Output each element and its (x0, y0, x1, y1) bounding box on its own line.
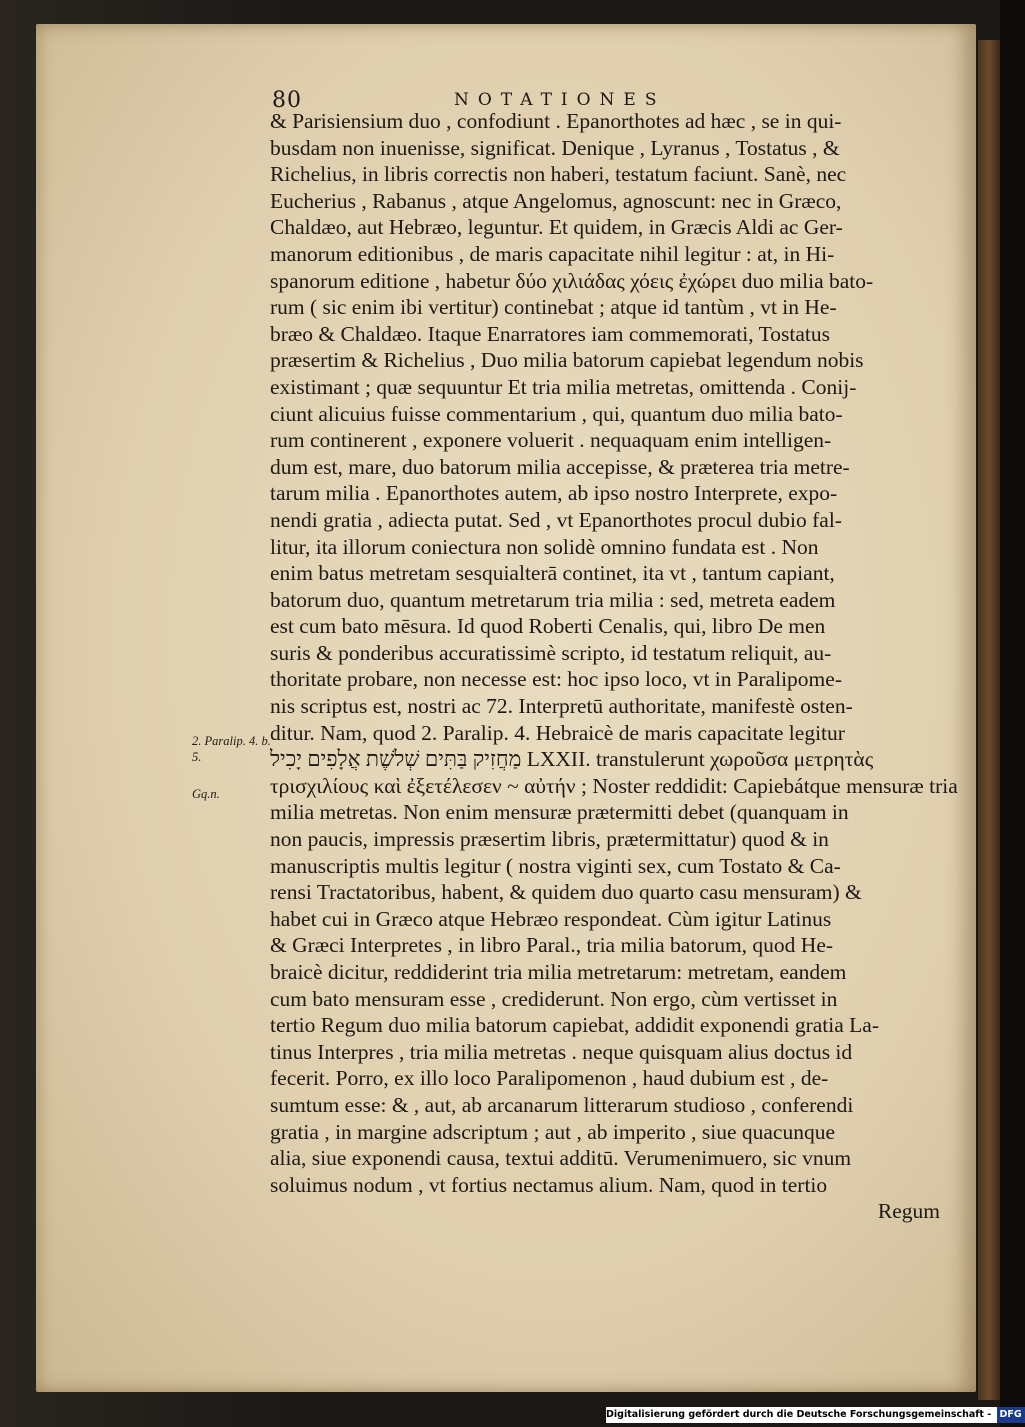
text-line: tertio Regum duo milia batorum capiebat, addidit exponendi gratia La- (270, 1013, 879, 1038)
catchword: Regum (877, 1199, 940, 1224)
text-line: enim batus metretam sesquialterā continet, ita vt , tantum capiant, (270, 561, 835, 586)
text-line: Richelius, in libris correctis non haberi, testatum faciunt. Sanè, nec (270, 162, 847, 187)
footer-text: Digitalisierung gefördert durch die Deutsche Forschungsgemeinschaft - (606, 1409, 992, 1420)
text-line: præsertim & Richelius , Duo milia batorum capiebat legendum nobis (270, 348, 864, 373)
text-line: braicè dicitur, reddiderint tria milia metretarum: metretam, eandem (270, 960, 847, 984)
text-line: rum ( sic enim ibi vertitur) continebat ; atque id tantùm , vt in He- (270, 295, 837, 320)
text-line: manuscriptis multis legitur ( nostra viginti sex, cum Tostato & Ca- (270, 853, 841, 878)
text-line: litur, ita illorum coniectura non solidè omnino fundata est . Non (270, 534, 819, 559)
text-line: cum bato mensuram esse , crediderunt. Non ergo, cùm vertisset in (270, 986, 838, 1011)
text-line: rensi Tractatoribus, habent, & quidem duo quarto casu mensuram) & (270, 880, 862, 905)
text-line: & Parisiensium duo , confodiunt . Epanorthotes ad hæc , se in qui- (270, 109, 842, 133)
text-line: non paucis, impressis præsertim libris, prætermittatur) quod & in (270, 827, 829, 852)
text-line: est cum bato mēsura. Id quod Roberti Cenalis, qui, libro De men (270, 614, 826, 639)
book-spine (978, 40, 1000, 1400)
text-line: & Græci Interpretes , in libro Paral., tria milia batorum, quod He- (270, 933, 834, 958)
text-line: dum est, mare, duo batorum milia accepisse, & præterea tria metre- (270, 454, 850, 479)
dfg-logo: DFG (997, 1407, 1025, 1423)
marginal-reference: Gq.n. (192, 787, 220, 801)
text-line: thoritate probare, non necesse est: hoc ipso loco, vt in Paralipome- (270, 667, 842, 692)
text-line: rum continerent , exponere voluerit . nequaquam enim intelligen- (270, 428, 832, 453)
text-line: suris & ponderibus accuratissimè scripto, id testatum reliquit, au- (270, 640, 832, 665)
body-text (270, 108, 958, 1225)
text-line: gratia , in margine adscriptum ; aut , ab imperito , siue quacunque (270, 1119, 836, 1144)
text-line: bræo & Chaldæo. Itaque Enarratores iam commemorati, Tostatus (270, 321, 830, 346)
text-line: Eucherius , Rabanus , atque Angelomus, agnoscunt: nec in Græco, (270, 188, 842, 213)
text-line: spanorum editione , habetur δύο χιλιάδας χόεις ἐχώρει duo milia bato- (270, 268, 874, 293)
text-line: מַחֲזִיק בַּתִּים שְׁלֹשֶׁת אֲלָפִים יָכִיל LXXII. transtulerunt χωροῦσα μετρητὰς (270, 747, 874, 772)
text-line: habet cui in Græco atque Hebræo respondeat. Cùm igitur Latinus (270, 906, 832, 931)
marginal-reference: 2. Paralip. 4. b. 5. (192, 734, 271, 764)
text-line: busdam non inuenisse, significat. Denique , Lyranus , Tostatus , & (270, 135, 840, 160)
text-line: batorum duo, quantum metretarum tria milia : sed, metreta eadem (270, 587, 836, 612)
text-line: ciunt alicuius fuisse commentarium , qui, quantum duo milia bato- (270, 401, 843, 426)
text-line: existimant ; quæ sequuntur Et tria milia metretas, omittenda . Conij- (270, 374, 857, 399)
text-line: ditur. Nam, quod 2. Paralip. 4. Hebraicè de maris capacitate legitur (270, 720, 845, 745)
text-line: alia, siue exponendi causa, textui additū. Verumenimuero, sic vnum (270, 1146, 852, 1171)
text-line: soluimus nodum , vt fortius nectamus alium. Nam, quod in tertio (270, 1172, 828, 1197)
text-line: nendi gratia , adiecta putat. Sed , vt Epanorthotes procul dubio fal- (270, 507, 842, 532)
text-line: τρισχιλίους καὶ ἐξετέλεσεν ~ αὐτήν ; Noster reddidit: Capiebátque mensuræ tria (270, 773, 958, 798)
text-line: nis scriptus est, nostri ac 72. Interpretū authoritate, manifestè osten- (270, 694, 853, 719)
text-line: fecerit. Porro, ex illo loco Paralipomenon , haud dubium est , de- (270, 1066, 829, 1091)
text-line: Chaldæo, aut Hebræo, leguntur. Et quidem, in Græcis Aldi ac Ger- (270, 215, 843, 240)
page-number: 80 (272, 88, 302, 113)
digitization-footer (606, 1407, 1022, 1423)
text-line: tinus Interpres , tria milia metretas . neque quisquam alius doctus id (270, 1039, 853, 1064)
text-line: sumtum esse: & , aut, ab arcanarum litterarum studioso , conferendi (270, 1092, 854, 1117)
text-line: tarum milia . Epanorthotes autem, ab ipso nostro Interprete, expo- (270, 481, 838, 506)
text-line: milia metretas. Non enim mensuræ prætermitti debet (quanquam in (270, 800, 849, 825)
running-head: NOTATIONES (454, 90, 666, 110)
text-line: manorum editionibus , de maris capacitate nihil legitur : at, in Hi- (270, 241, 835, 266)
